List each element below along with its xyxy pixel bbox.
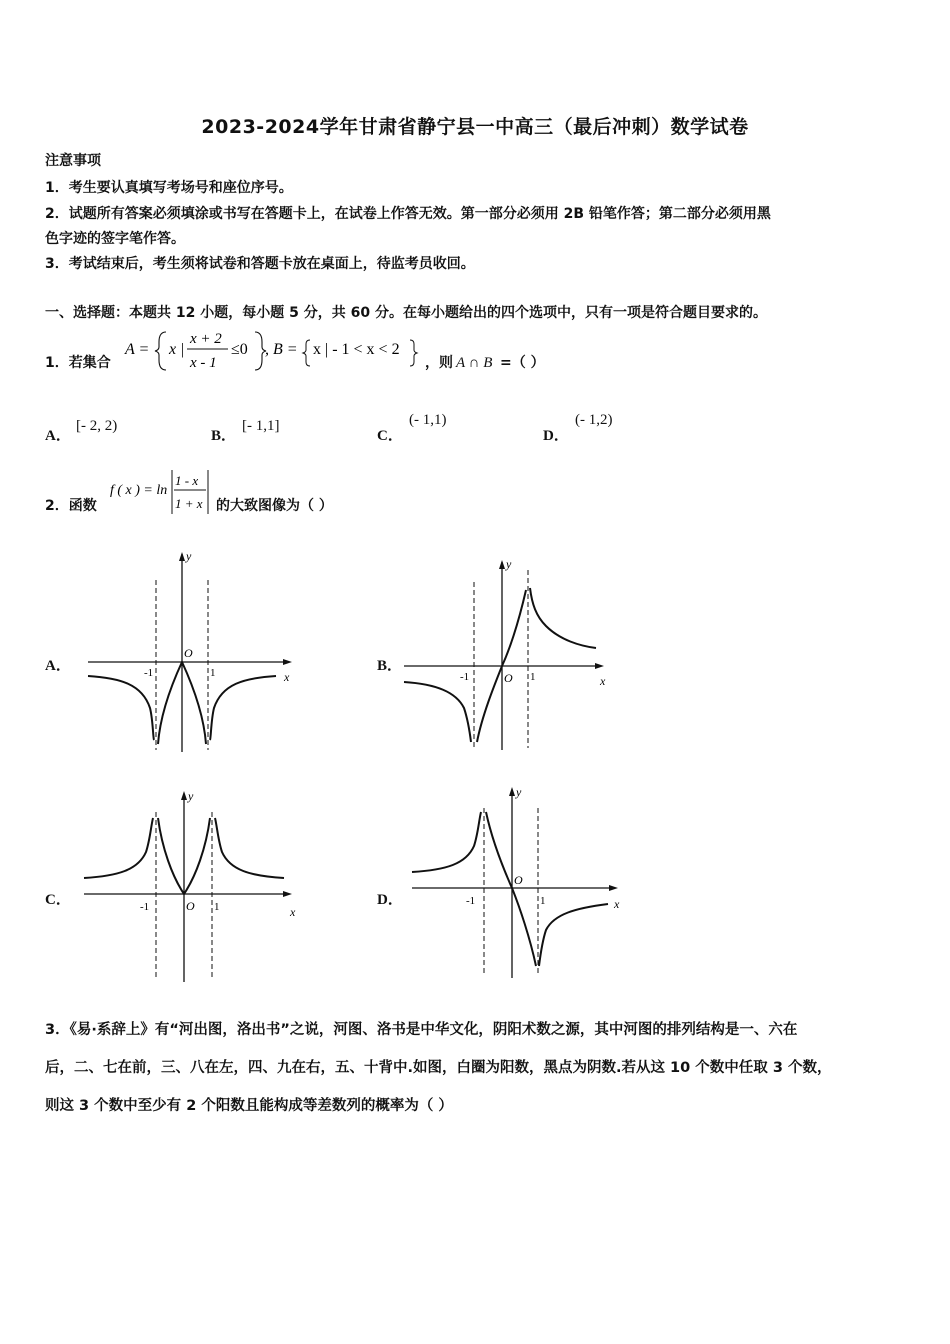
- q2-graph-a[interactable]: [80, 548, 300, 754]
- q1-set-a-cond: ≤0: [231, 341, 248, 358]
- x-axis-arrow: [595, 663, 604, 669]
- notice-item: 2．试题所有答案必须填涂或书写在答题卡上，在试卷上作答无效。第一部分必须用 2B 铅笔作答；第二部分必须用黑: [45, 206, 771, 222]
- q2-function-formula: [108, 466, 214, 518]
- q1-set-a-var: x |: [169, 341, 185, 358]
- q1-option-b-value[interactable]: [- 1,1]: [242, 418, 280, 434]
- x-axis-arrow: [609, 885, 618, 891]
- q1-frac-den: x - 1: [190, 355, 217, 371]
- notice-item: 色字迹的签字笔作答。: [45, 231, 185, 247]
- curve-middle: [486, 812, 536, 966]
- y-axis-arrow: [499, 560, 505, 569]
- y-label: y: [516, 785, 522, 799]
- q2-option-c-label[interactable]: C．: [45, 892, 71, 908]
- q2-option-d-label[interactable]: D．: [377, 892, 403, 908]
- q1-option-b-label[interactable]: B．: [211, 428, 237, 444]
- pos-tick-label: 1: [214, 901, 220, 913]
- y-label: y: [186, 549, 192, 563]
- x-label: x: [290, 905, 296, 919]
- notice-item: 3．考试结束后，考生须将试卷和答题卡放在桌面上，待监考员收回。: [45, 256, 475, 272]
- q1-option-c-label[interactable]: C．: [377, 428, 403, 444]
- neg-tick-label: -1: [466, 895, 476, 907]
- q1-set-formula: [122, 322, 432, 378]
- q2-prefix: 2．函数: [45, 498, 97, 514]
- x-label: x: [614, 897, 620, 911]
- q1-then: ，则: [425, 355, 453, 371]
- q2-graph-d[interactable]: [408, 782, 630, 980]
- q2-option-b-label[interactable]: B．: [377, 658, 403, 674]
- q2-func-lhs: f ( x ) = ln: [110, 483, 168, 498]
- curve-right: [210, 676, 276, 740]
- curve-left: [88, 676, 154, 740]
- pos-tick-label: 1: [210, 667, 216, 679]
- curve-left: [404, 682, 471, 742]
- q1-option-d-label[interactable]: D．: [543, 428, 569, 444]
- notice-item: 1．考生要认真填写考场号和座位序号。: [45, 180, 293, 196]
- y-label: y: [506, 557, 512, 571]
- pos-tick-label: 1: [530, 671, 536, 683]
- q2-suffix: 的大致图像为（ ）: [216, 498, 333, 514]
- origin-label: O: [504, 671, 513, 685]
- x-label: x: [600, 674, 606, 688]
- origin-label: O: [514, 873, 523, 887]
- q3-line: 后，二、七在前，三、八在左，四、九在右，五、十背中.如图，白圈为阳数，黑点为阴数.若从这 10 个数中任取 3 个数，: [45, 1060, 832, 1076]
- neg-tick-label: -1: [144, 667, 154, 679]
- notice-heading: 注意事项: [45, 153, 101, 169]
- q2-graph-c[interactable]: [80, 786, 305, 984]
- section-heading: 一、选择题：本题共 12 小题，每小题 5 分，共 60 分。在每小题给出的四个选项中，只有一项是符合题目要求的。: [45, 305, 767, 321]
- q1-intersect: A ∩ B: [456, 355, 493, 371]
- curve-right: [530, 588, 596, 648]
- q1-prefix: 1．若集合: [45, 355, 111, 371]
- page-title: 2023-2024学年甘肃省静宁县一中高三（最后冲刺）数学试卷: [201, 116, 749, 138]
- y-axis-arrow: [179, 552, 185, 561]
- q2-graph-b[interactable]: [400, 556, 615, 752]
- neg-tick-label: -1: [140, 901, 150, 913]
- q1-frac-num: x + 2: [190, 331, 222, 347]
- y-label: y: [188, 789, 194, 803]
- q3-line: 3．《易·系辞上》有“河出图，洛出书”之说，河图、洛书是中华文化，阴阳术数之源，其中河图的排列结构是一、六在: [45, 1022, 798, 1038]
- q2-option-a-label[interactable]: A．: [45, 658, 71, 674]
- q1-option-d-value[interactable]: (- 1,2): [575, 412, 613, 428]
- y-axis-arrow: [509, 787, 515, 796]
- q1-set-b: x | - 1 < x < 2: [313, 341, 400, 358]
- y-axis-arrow: [181, 791, 187, 800]
- origin-label: O: [186, 899, 195, 913]
- neg-tick-label: -1: [460, 671, 470, 683]
- curve-left: [412, 812, 481, 872]
- q2-abs-den: 1 + x: [175, 496, 203, 511]
- q1-set-a-lhs: A =: [125, 341, 150, 358]
- q1-comma-b: , B =: [265, 341, 298, 358]
- q1-option-c-value[interactable]: (- 1,1): [409, 412, 447, 428]
- curve-right: [215, 818, 284, 878]
- x-label: x: [284, 670, 290, 684]
- q1-option-a-value[interactable]: [- 2, 2): [76, 418, 118, 434]
- pos-tick-label: 1: [540, 895, 546, 907]
- x-axis-arrow: [283, 891, 292, 897]
- curve-left: [84, 818, 153, 878]
- q3-line: 则这 3 个数中至少有 2 个阳数且能构成等差数列的概率为（ ）: [45, 1098, 453, 1114]
- q2-abs-num: 1 - x: [175, 473, 199, 488]
- x-axis-arrow: [283, 659, 292, 665]
- q1-option-a-label[interactable]: A．: [45, 428, 71, 444]
- curve-right: [539, 904, 608, 966]
- q1-blank: =（ ）: [500, 355, 545, 371]
- origin-label: O: [184, 646, 193, 660]
